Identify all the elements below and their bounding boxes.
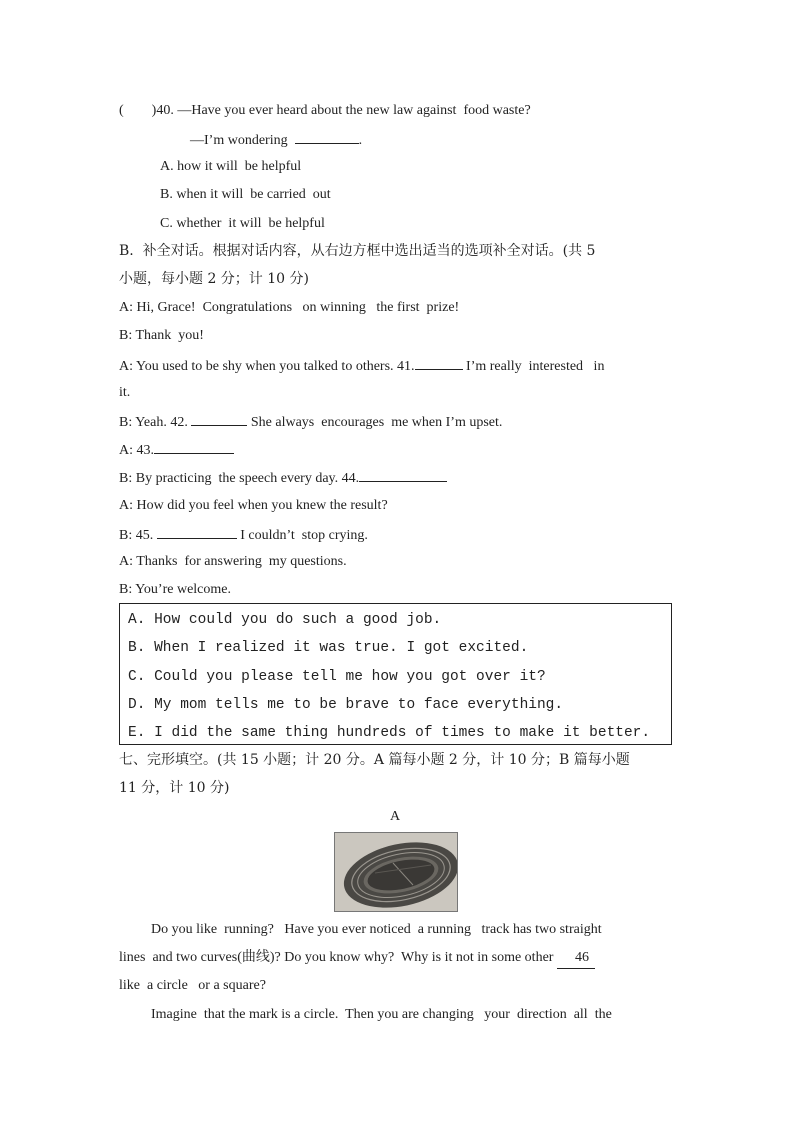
q40-option-c: C. whether it will be helpful xyxy=(160,216,325,231)
blank-number-46: 46 xyxy=(574,950,589,965)
running-track-image xyxy=(334,832,458,912)
q40-stem: 40. —Have you ever heard about the new law against food waste? xyxy=(156,103,531,118)
choice-e: E. I did the same thing hundreds of times to make it better. xyxy=(128,725,651,741)
dialogue-text: B: Yeah. 42. xyxy=(119,415,192,430)
dialogue-text: A: 43. xyxy=(119,443,154,458)
dialogue-text: A: You used to be shy when you talked to others. 41. xyxy=(119,359,415,374)
section-b-heading-line2: 小题，每小题 2 分；计 10 分) xyxy=(119,271,309,287)
q40-reply-line xyxy=(190,129,362,149)
section-7-heading-line2: 11 分，计 10 分) xyxy=(119,780,230,796)
answer-bracket: ( ) xyxy=(119,103,157,118)
blank-44 xyxy=(359,467,447,482)
passage-a-label: A xyxy=(390,809,401,824)
q40-reply: —I’m wondering xyxy=(190,133,288,148)
answer-blank xyxy=(295,129,359,144)
dialogue-line xyxy=(119,467,447,487)
dialogue-line xyxy=(119,524,368,544)
section-b-heading-line1: B. 补全对话。根据对话内容，从右边方框中选出适当的选项补全对话。(共 5 xyxy=(119,243,596,259)
choice-a: A. How could you do such a good job. xyxy=(128,612,442,628)
passage-p1-line3: like a circle or a square? xyxy=(119,978,266,993)
passage-p1-line1: Do you like running? Have you ever noticed a running track has two straight xyxy=(151,922,602,937)
dialogue-line: B: You’re welcome. xyxy=(119,582,231,597)
dialogue-text: I’m really interested in xyxy=(462,359,605,374)
q40-reply-end: . xyxy=(358,133,363,148)
passage-text: lines and two curves(曲线)? Do you know why? Why is it not in some other xyxy=(119,950,557,965)
dialogue-line xyxy=(119,439,234,459)
passage-p2-line1: Imagine that the mark is a circle. Then you are changing your direction all the xyxy=(151,1007,612,1022)
q40-stem-line xyxy=(119,101,531,121)
section-7-heading-line1: 七、完形填空。(共 15 小题；计 20 分。A 篇每小题 2 分，计 10 分；B 篇每小题 xyxy=(119,752,630,768)
dialogue-line: it. xyxy=(119,385,131,400)
dialogue-line xyxy=(119,355,604,375)
choice-b: B. When I realized it was true. I got excited. xyxy=(128,640,529,656)
dialogue-text: B: By practicing the speech every day. 44. xyxy=(119,471,360,486)
dialogue-text: B: 45. xyxy=(119,528,157,543)
dialogue-text: I couldn’t stop crying. xyxy=(236,528,368,543)
blank-46 xyxy=(557,948,595,969)
blank-43 xyxy=(154,439,234,454)
passage-p1-line2 xyxy=(119,948,595,968)
q40-option-a: A. how it will be helpful xyxy=(160,159,302,174)
choice-c: C. Could you please tell me how you got over it? xyxy=(128,669,546,685)
choice-d: D. My mom tells me to be brave to face everything. xyxy=(128,697,564,713)
blank-41 xyxy=(415,355,463,370)
choices-box xyxy=(119,603,672,745)
running-track-illustration xyxy=(335,833,458,912)
dialogue-line xyxy=(119,411,502,431)
blank-45 xyxy=(157,524,237,539)
dialogue-line: B: Thank you! xyxy=(119,328,204,343)
dialogue-line: A: How did you feel when you knew the result? xyxy=(119,498,388,513)
q40-option-b: B. when it will be carried out xyxy=(160,187,331,202)
blank-42 xyxy=(191,411,247,426)
dialogue-line: A: Hi, Grace! Congratulations on winning the first prize! xyxy=(119,300,460,315)
dialogue-text: She always encourages me when I’m upset. xyxy=(247,415,503,430)
dialogue-line: A: Thanks for answering my questions. xyxy=(119,554,347,569)
